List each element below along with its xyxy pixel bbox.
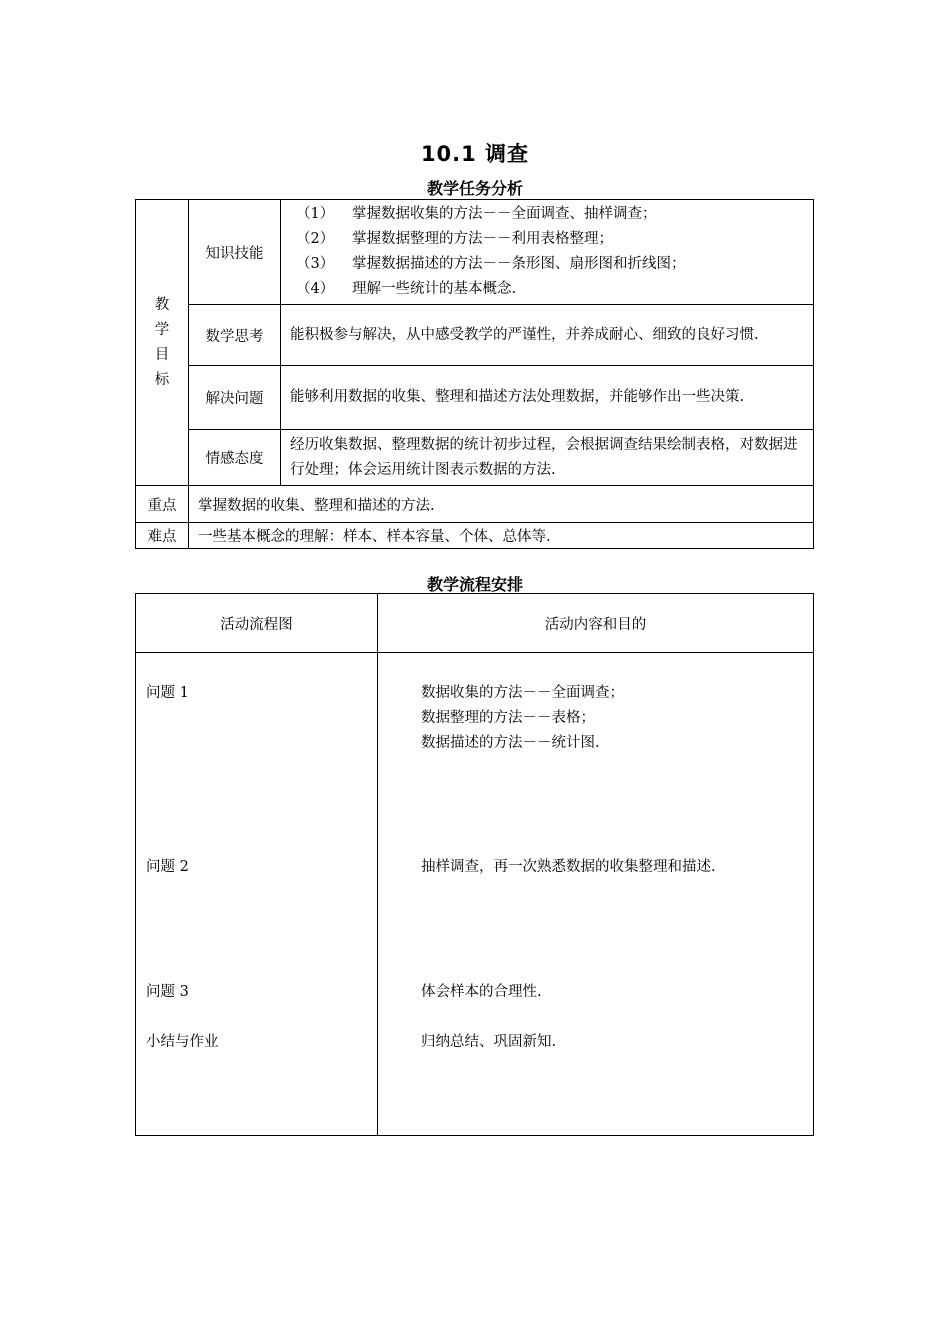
- knowledge-item: （2） 掌握数据整理的方法－－利用表格整理；: [296, 231, 613, 247]
- knowledge-item: （3） 掌握数据描述的方法－－条形图、扇形图和折线图；: [296, 256, 686, 272]
- flow-content-line: 抽样调查，再一次熟悉数据的收集整理和描述.: [421, 859, 716, 875]
- flow-step: 问题 2: [146, 859, 189, 875]
- page-title: 10.1 调查: [420, 142, 530, 166]
- goal-label-char: 目: [154, 346, 170, 363]
- task-analysis-heading: 教学任务分析: [426, 179, 523, 198]
- flow-content-line: 数据整理的方法－－表格；: [421, 710, 595, 726]
- flow-step: 小结与作业: [146, 1034, 219, 1050]
- flow-heading: 教学流程安排: [426, 575, 523, 594]
- difficult-point-content: 一些基本概念的理解：样本、样本容量、个体、总体等.: [189, 523, 814, 549]
- goal-label-char: 学: [154, 321, 170, 338]
- flow-table: [135, 593, 814, 1136]
- flow-step: 问题 1: [146, 685, 189, 701]
- flow-content-header: 活动内容和目的: [378, 594, 814, 653]
- flow-content-line: 数据描述的方法－－统计图.: [421, 735, 600, 751]
- flow-content-line: 归纳总结、巩固新知.: [421, 1034, 557, 1050]
- teaching-goals-label: [136, 200, 189, 486]
- knowledge-item: （1） 掌握数据收集的方法－－全面调查、抽样调查；: [296, 206, 657, 222]
- key-point-content: 掌握数据的收集、整理和描述的方法.: [189, 486, 814, 523]
- flow-content-line: 体会样本的合理性.: [421, 984, 542, 1000]
- attitude-content: 经历收集数据、整理数据的统计初步过程，会根据调查结果绘制表格，对数据进行处理；体会运用统计图表示数据的方法.: [281, 430, 814, 486]
- flow-step: 问题 3: [146, 984, 189, 1000]
- goal-label-char: 教: [154, 296, 170, 313]
- difficult-point-label: 难点: [136, 523, 189, 549]
- problem-solving-content: 能够利用数据的收集、整理和描述方法处理数据，并能够作出一些决策.: [281, 366, 814, 430]
- knowledge-item: （4） 理解一些统计的基本概念.: [296, 281, 517, 297]
- knowledge-skills-content: [281, 200, 814, 305]
- flow-content-line: 数据收集的方法－－全面调查；: [421, 685, 624, 701]
- flow-content-column: [378, 653, 814, 1136]
- flow-chart-header: 活动流程图: [136, 594, 378, 653]
- math-thinking-content: 能积极参与解决，从中感受教学的严谨性，并养成耐心、细致的良好习惯.: [281, 305, 814, 366]
- goal-label-char: 标: [154, 371, 170, 388]
- flow-steps-column: [136, 653, 378, 1136]
- math-thinking-label: 数学思考: [189, 305, 281, 366]
- key-point-label: 重点: [136, 486, 189, 523]
- attitude-label: 情感态度: [189, 430, 281, 486]
- knowledge-skills-label: 知识技能: [189, 200, 281, 305]
- problem-solving-label: 解决问题: [189, 366, 281, 430]
- task-analysis-table: [135, 199, 814, 549]
